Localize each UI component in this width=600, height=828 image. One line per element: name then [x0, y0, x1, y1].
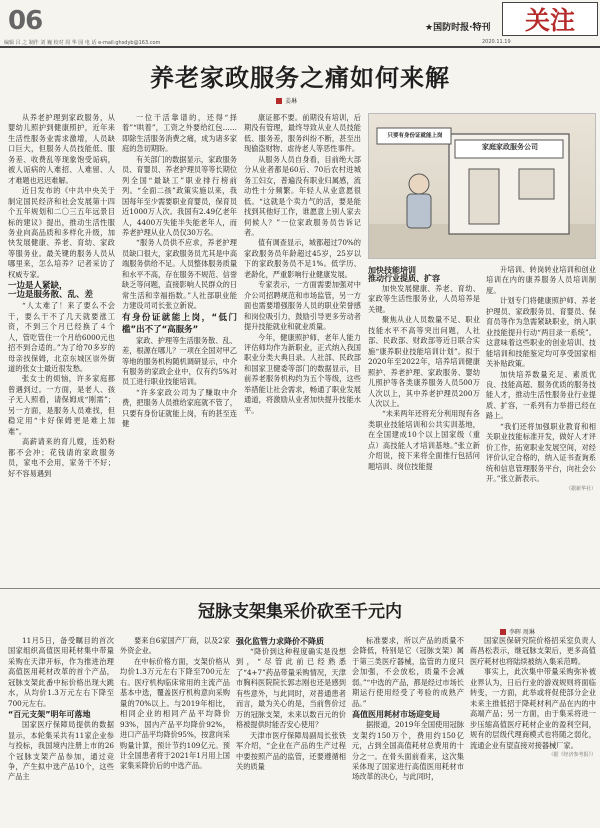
- speech-bubble: 只要有身份证就能上岗: [387, 133, 443, 139]
- paragraph: “降价到这种程度确实是没想到，“尽管此前已经熟悉了“4+7”药品带量采购情况，天津市胸科医院院长郭志刚也还是感到有些意外，与此同时，对普通患者而言，最为关心的是，当前售价过万的冠脉支架，未来以数百元的价格被提供时能否安心使用？: [236, 647, 346, 730]
- article-title: 养老家政服务之痛如何来解: [150, 64, 450, 92]
- paragraph: “服务人员供不应求，养老护理员缺口很大，家政服务员尤其是中高端服务供给不足。人员整体服务质量和水平不高，存在服务不规范、信誉缺乏等问题，直接影响人民群众的日常生活和幸福指数。”人社部职业能力建设司司长张立新说。: [122, 238, 237, 311]
- paragraph: 高薪请来的育儿嫂，连奶粉都不会冲；花钱请的家政服务员，家电不会用，家务干不好；好不容易遇到: [8, 437, 115, 478]
- article-column: [470, 636, 596, 824]
- section-title: 关注: [502, 2, 598, 36]
- paragraph: 家政、护理等生活服务散、乱、差，根源在哪儿？一项在全国对甲乙等地的服务机构随机调研显示，中介有服务的家政企业中，仅有约5%对员工进行职业技能培训。: [122, 335, 237, 387]
- paragraph: 事实上，此次集中带量采购弥补被业界认为，日后行业的游戏规则将面临转变，一方面，此举或将促使部分企业未来主推低招于降耗材利产品在内的中高端产品；另一方面，由于集采将进一步压缩高值医疗耗材企业的盈利空间，规有的层级代理商模式也将随之弱化，流通企业有望直接对接器械厂家。: [470, 667, 596, 750]
- article-column: [8, 636, 114, 824]
- header-rule: [0, 46, 600, 48]
- paragraph: “许多家政公司为了赚取中介费，把服务人员推给家庭就不管了，只要有身份证就能上岗，有的甚至连健: [122, 387, 237, 429]
- subheading: 高值医用耗材市场迎变局: [352, 710, 440, 720]
- paragraph: 加快发展健康、养老、育幼、家政等生活性服务业，人员培养是关键。: [368, 284, 480, 314]
- paragraph: 值有调查显示，城都超过70%的家政服务员年龄超过45岁，25岁以下的家政服务员不足1%。低学历、老龄化，严重影响行业健康发展。: [244, 238, 361, 279]
- paragraph: 要来自6家国产厂商，以及2家外资企业。: [120, 636, 230, 656]
- paragraph: 康证都不要。前期没有培训，后期没有管理，最终导致从业人员技能低、服务差，服务纠纷不断，甚至出现偷盗财物、虐待老人等恶性事件。: [244, 113, 361, 154]
- paragraph: 专家表示，一方面需要加强对中介公司招聘规范和市场监管，另一方面也需要增强服务人员的职业荣誉感和岗位吸引力，鼓励引导更多劳动者提升技能就业和就业质量。: [244, 280, 361, 332]
- byline: 姜琳: [276, 96, 297, 105]
- paragraph: 国家医疗保障局提供的数据显示，本轮集采共有11家企业参与投标，我国境内注册上市的26个冠脉支架产品参加，通过竞争，产生拟中选产品10个，这些产品主: [8, 720, 114, 782]
- masthead: ★国防时报·特刊: [425, 23, 491, 33]
- paragraph: 11月5日，备受瞩目的首次国家组织高值医用耗材集中带量采购在天津开标，作为推进治理高值医用耗材改革的首个产品，冠脉支架此番中标价格出现大跳水，从均价1.3万元左右下降至700元左右。: [8, 636, 114, 708]
- subheading: 一边是服务散、乱、差: [8, 290, 94, 301]
- paragraph: “人太难了！来了要么不会干，要么干不了几天就要涨工资，不到三个月已经换了４个人，管吃管住一个月给6000元也招不到合适的。”为了给70多岁的母亲找保姆，北京东城区崇外街道的张女士最近很发愁。: [8, 301, 115, 373]
- shop-sign: 家庭家政服务公司: [482, 143, 538, 151]
- source-credit: （据新华社）: [565, 485, 596, 492]
- illustration: [368, 113, 596, 259]
- paragraph: “我们还将加强职业教育和相关职业技能标准开发，做好人才评价工作，拓宽职业发展空间，对经评价认定合格的，纳入证书查询系统和信息管理服务平台，向社会公开。”张立新表示。: [486, 421, 596, 484]
- issue-date: 2020.11.19: [482, 39, 511, 45]
- paragraph: 一位干活靠谱的，还得“择着”“哄着”，工资之外要给红包……即除生活服务消费之痛，成为诸多家庭的急切期盼。: [122, 113, 237, 154]
- paragraph: 计划专门将健康照护师、养老护理员、家政服务员、育婴员、保育员等作为急需紧缺职业，纳入职业技能提升行动“两目录一系统”。这意味着这些职业的创业培训、技能培训和技能鉴定均可享受国家相关补贴政策。: [486, 296, 596, 369]
- page-number: 06: [8, 6, 43, 36]
- article-divider: [0, 588, 600, 589]
- article-column: [368, 265, 480, 583]
- paragraph: 升培训、转岗转业培训和创业培训在内的康养服务人员培训制度。: [486, 265, 596, 295]
- subheading: 推动行业提质、扩容: [368, 274, 440, 283]
- article-column: [244, 113, 361, 583]
- paragraph: 从服务人员自身看，目前绝大部分从业者都是60后、70后农村进城务工妇女，普遍没有职业归属感，流动性十分频繁。年轻人从业意愿很低。“这就是个卖力气的活，要是能找到其他好工作，谁愿意上别人家去伺候人？”一位家政服务员告诉记者。: [244, 154, 361, 237]
- paragraph: 聚焦从业人员数量不足、职业技能水平不高等突出问题，人社部、民政部、财政部等近日联合实施“康养职业技能培训计划”。拟于2020年至2022年，培养培训健康照护、养老护理、家政服务、婴幼儿照护等各类康养服务人员500万人次以上，其中养老护理员200万人次以上。: [368, 315, 480, 408]
- article-column: [352, 636, 464, 824]
- editor-line: 编辑 吕 之 制作 刘 巍 校对 周 华 园 电 话 e-mail:ghsdyb@163.com: [4, 40, 161, 46]
- byline-marker-icon: [500, 629, 506, 635]
- source-credit: （据《经济参考报》）: [548, 751, 596, 758]
- paragraph: 据报道，2019年全国使用冠脉支架约150万个，费用约150亿元，占到全国高值耗材总费用的十分之一。在骨头面前看来，这次集采体现了国家进行高值医用耗材市场改革的决心，与此同时，: [352, 720, 464, 782]
- article-column: [122, 113, 237, 583]
- paragraph: 标准要求，所以产品的质量不会降低，特别是它（冠脉支架）属于第三类医疗器械，监管的力度只会加强，不会放松，质量不会减弱。”“中选的产品，都是经过市场长期运行使用经受了考验的成熟产品。”: [352, 636, 464, 708]
- paragraph: 今年，健康照护师、老年人能力评估师均作为新职业，正式纳入我国职业分类大典目录。人社部、民政部和国家卫健委等部门的数据显示，目前养老服务机构约为五个等级，这些举措能让社会需求，畅通了职业发展通道，将激励从业者加快提升技能水平。: [244, 332, 361, 415]
- paragraph: 国家医保研究院价格招采室负责人蒋昌松表示，继冠脉支架后，更多高值医疗耗材也将陆续被纳入集采范畴。: [470, 636, 596, 666]
- article-column: [486, 265, 596, 583]
- paragraph: 加快培养数量充足、素质优良、技能高超、服务优质的服务技能人才，推动生活性服务业行业提质、扩容，一系列有力举措已经在路上。: [486, 369, 596, 421]
- article-title: 冠脉支架集采价砍至千元内: [198, 602, 402, 622]
- article-column: [120, 636, 230, 824]
- paragraph: 天津市医疗保障局副局长张铁军介绍，“企业在产品的生产过程中要按照产品的监管，还要遵循相关的质量: [236, 730, 346, 771]
- paragraph: 从养老护理到家政服务，从婴幼儿照护到健康照护，近年来生活性服务业需求激增，人员缺口巨大，但服务人员技能低、服务差、收费乱等现象饱受诟病，被人诟病的人难招、人难留、人才难题也迟迟难解。: [8, 113, 115, 185]
- paragraph: 有关部门的数据显示，家政服务员、育婴员、养老护理员等等长期位列全国“最缺工”职业排行榜前列。“全面二孩”政策实施以来，我国每年至少需要职业育婴员，保育员近1000万人次。我国有2.49亿老年人，4400万失能半失能老年人，而养老护理从业人员仅30万名。: [122, 154, 237, 237]
- paragraph: 近日发布的《中共中央关于制定国民经济和社会发展第十四个五年规划和二〇三五年远景目标的建议》提出，推动生活性服务业向高品质和多样化升级，加快发展健康、养老、育幼、家政等服务业。最关键的服务人员从哪里来，怎么培养？记者采访了权威专家。: [8, 186, 115, 279]
- subheading: “百元支架”明年可落地: [8, 710, 91, 720]
- paragraph: 张女士的烦恼，许多家庭都曾遇到过。一方面，是老人、孩子无人照看，请保姆成“刚需”；另一方面，是服务人员难找，但稳定用“卡好保姆更是难上加难”。: [8, 374, 115, 436]
- paragraph: 在中标价格方面，支架价格从均价1.3万元左右下降至700元左右。医疗机构临床常用的主流产品基本中选，覆盖医疗机构意向采购量的70%以上。与2019年相比，相同企业的相同产品平均降价93%，国内产品平均降价92%，进口产品平均降价95%，按意向采购量计算，预计节约109亿元。预计全国患者将于2021年1月用上国家集采降价后的中选产品。: [120, 656, 230, 771]
- paragraph: “未来两年还将充分利用现有各类职业技能培训和公共实训基地，在全国建成10个以上国家级（重点）高技能人才培训基地。”张立新介绍说，接下来将全面推行包括问题培训、岗位技能提: [368, 409, 480, 471]
- subheading: 有身份证就能上岗，“低门槛”出不了“高服务”: [122, 312, 237, 335]
- article-column: [236, 636, 346, 824]
- byline: 李晖 周琳: [500, 627, 535, 636]
- article-column: [8, 113, 115, 583]
- subheading: 一边是人紧缺，: [8, 281, 68, 292]
- subheading: 强化监管力求降价不降质: [236, 637, 324, 646]
- byline-marker-icon: [276, 98, 282, 104]
- subheading: 加快技能培训: [368, 266, 416, 275]
